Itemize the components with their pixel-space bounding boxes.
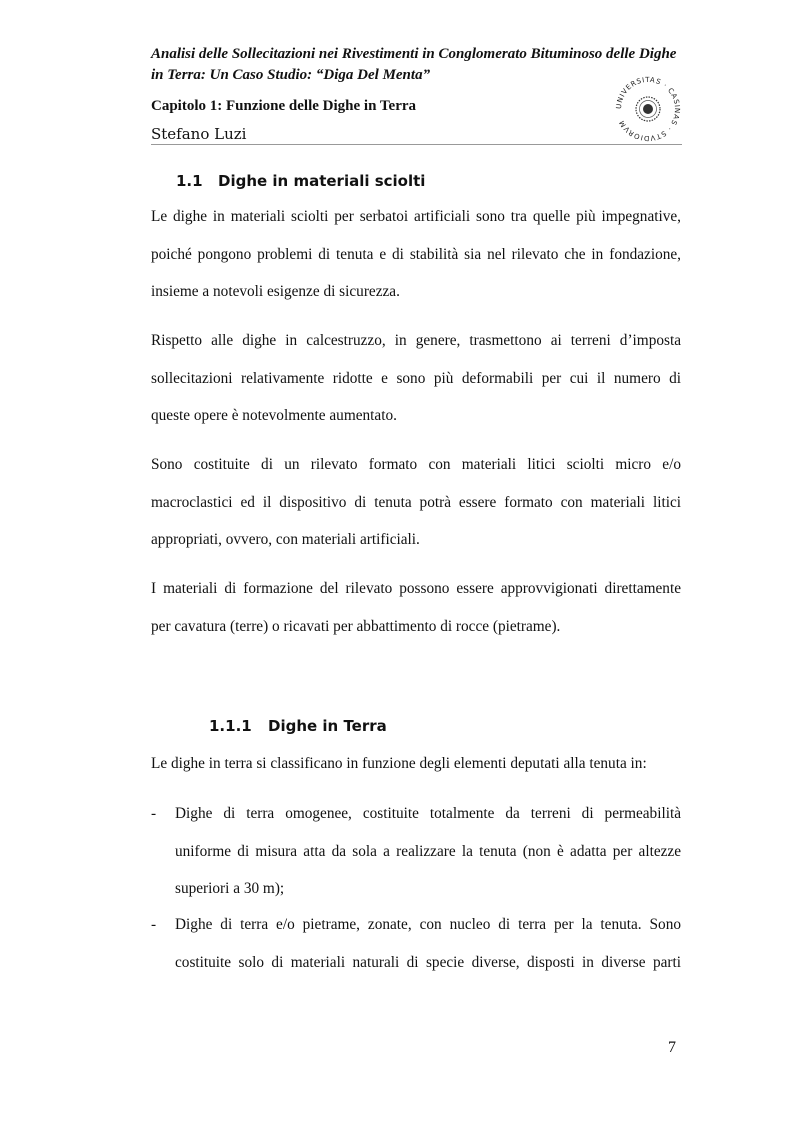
section-heading: [176, 172, 425, 190]
paragraph-line: macroclastici ed il dispositivo di tenuta potrà essere formato con materiali litici: [151, 493, 681, 511]
bullet-item-2: [175, 906, 681, 981]
bullet-marker: -: [151, 805, 157, 822]
bullet-line: Dighe di terra e/o pietrame, zonate, con nucleo di terra per la tenuta. Sono: [175, 916, 681, 933]
paragraph-line: Le dighe in materiali sciolti per serbatoi artificiali sono tra quelle più impegnative,: [151, 208, 681, 225]
paragraph-4: [151, 570, 681, 645]
paragraph-line: per cavatura (terre) o ricavati per abbattimento di rocce (pietrame).: [151, 617, 561, 635]
paragraph-line: Le dighe in terra si classificano in funzione degli elementi deputati alla tenuta in:: [151, 755, 647, 772]
paragraph-line: queste opere è notevolmente aumentato.: [151, 407, 397, 424]
paragraph-line: Rispetto alle dighe in calcestruzzo, in genere, trasmettono ai terreni d’imposta: [151, 332, 681, 349]
paragraph-2: [151, 322, 681, 435]
paragraph-3: [151, 446, 681, 559]
paragraph-line: appropriati, ovvero, con materiali artificiali.: [151, 531, 420, 548]
page-header: [151, 44, 682, 144]
intro-paragraph: [151, 745, 681, 783]
bullet-marker: -: [151, 916, 157, 933]
section-title: Dighe in materiali sciolti: [218, 172, 426, 190]
document-title-line-2: in Terra: Un Caso Studio: “Diga Del Menta”: [151, 67, 431, 83]
paragraph-line: insieme a notevoli esigenze di sicurezza.: [151, 283, 400, 300]
university-seal-icon: [613, 74, 683, 144]
bullet-line: costituite solo di materiali naturali di specie diverse, disposti in diverse parti: [175, 953, 681, 971]
paragraph-line: Sono costituite di un rilevato formato con materiali litici sciolti micro e/o: [151, 456, 681, 473]
document-title-line-1: Analisi delle Sollecitazioni nei Rivestimenti in Conglomerato Bituminoso delle Dighe: [151, 46, 677, 62]
subsection-heading: [209, 717, 387, 735]
seal-text: UNIVERSITAS · CASINAS · STVDIORVM: [614, 75, 682, 143]
bullet-item-1: [175, 795, 681, 908]
chapter-title: Capitolo 1: Funzione delle Dighe in Terra: [151, 98, 417, 114]
paragraph-1: [151, 198, 681, 311]
page-number: 7: [668, 1039, 676, 1056]
paragraph-line: sollecitazioni relativamente ridotte e sono più deformabili per cui il numero di: [151, 369, 681, 387]
subsection-number: 1.1.1: [209, 717, 252, 735]
header-divider: [151, 144, 682, 145]
bullet-line: Dighe di terra omogenee, costituite totalmente da terreni di permeabilità: [175, 805, 681, 822]
author-name: Stefano Luzi: [151, 125, 247, 143]
paragraph-line: poiché pongono problemi di tenuta e di stabilità sia nel rilevato che in fondazione,: [151, 245, 681, 263]
section-number: 1.1: [176, 172, 203, 190]
paragraph-line: I materiali di formazione del rilevato possono essere approvvigionati direttamente: [151, 580, 681, 597]
document-title: [151, 44, 682, 86]
bullet-line: superiori a 30 m);: [175, 880, 285, 897]
bullet-line: uniforme di misura atta da sola a realizzare la tenuta (non è adatta per altezze: [175, 842, 681, 860]
subsection-title: Dighe in Terra: [268, 717, 387, 735]
